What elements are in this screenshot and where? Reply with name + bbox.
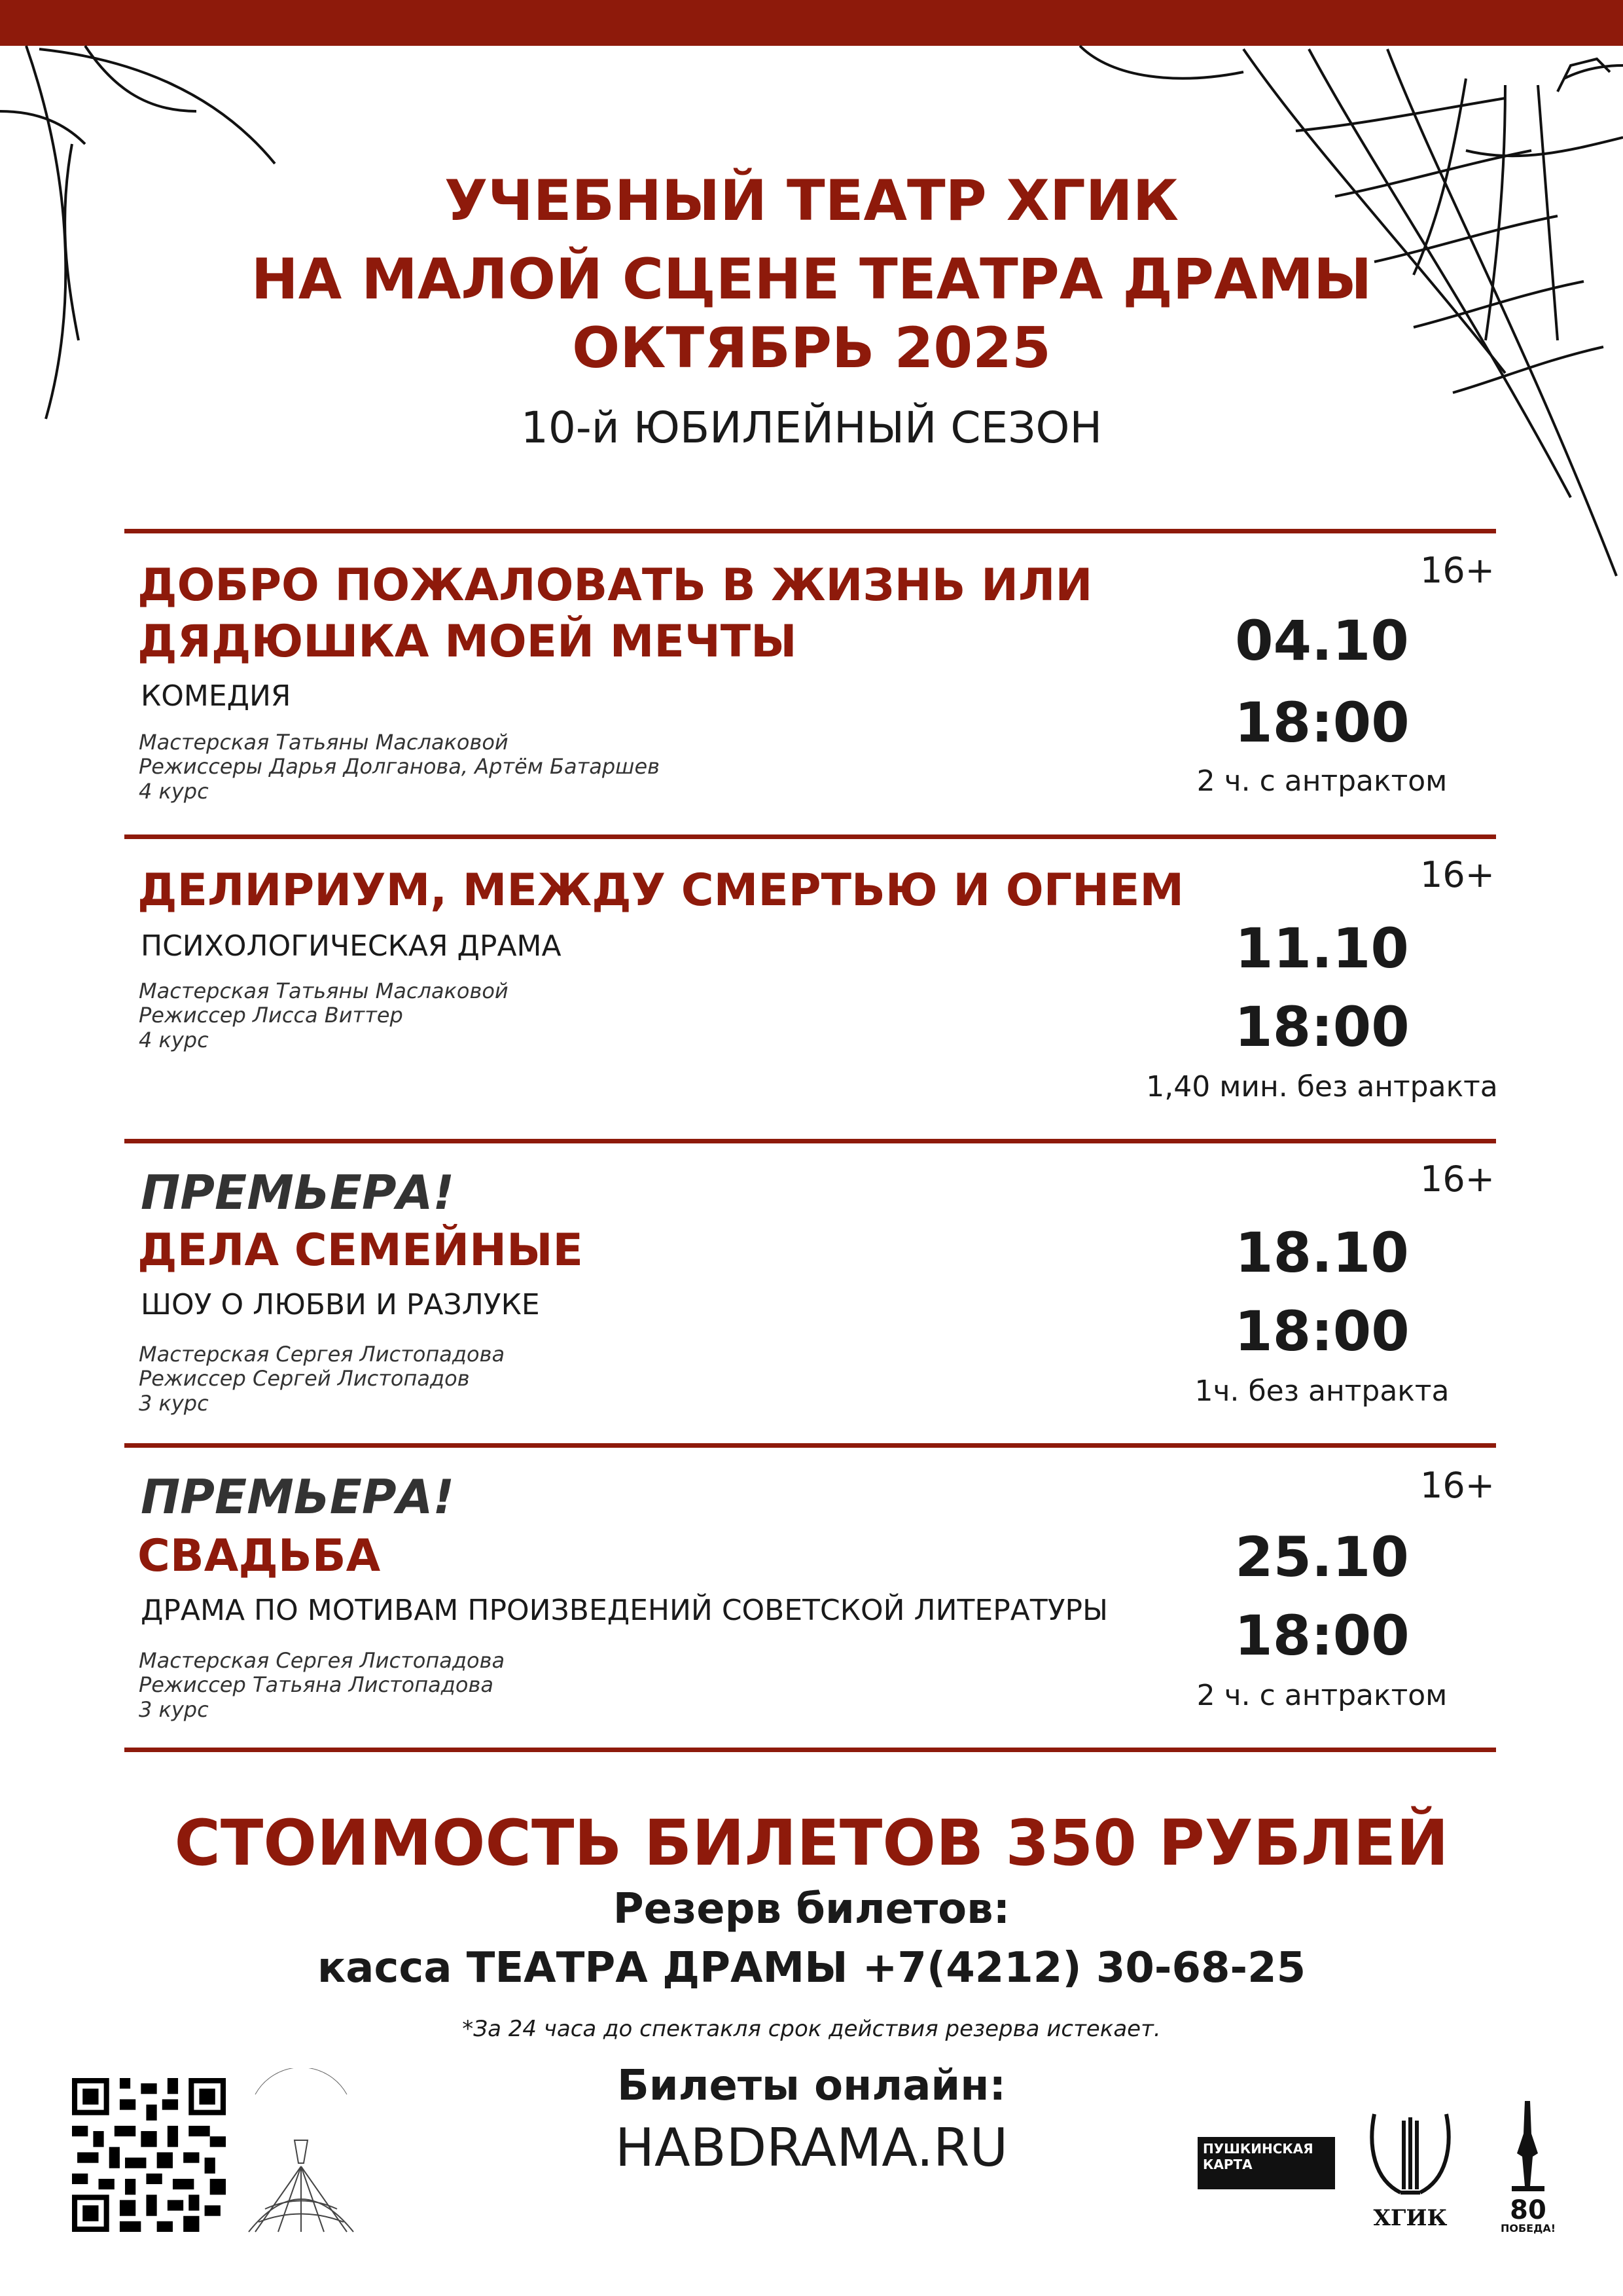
age-rating-1: 16+ bbox=[1420, 550, 1495, 591]
show-workshop-2: Мастерская Татьяны Маслаковой bbox=[139, 978, 508, 1003]
age-rating-4: 16+ bbox=[1420, 1465, 1495, 1506]
show-time-1: 18:00 bbox=[1234, 691, 1410, 755]
season-subtitle: 10-й ЮБИЛЕЙНЫЙ СЕЗОН bbox=[520, 403, 1103, 453]
ticket-price: СТОИМОСТЬ БИЛЕТОВ 350 РУБЛЕЙ bbox=[174, 1806, 1449, 1880]
show-duration-2: 1,40 мин. без антракта bbox=[1146, 1070, 1498, 1103]
reserve-note: *За 24 часа до спектакля срок действия резерва истекает. bbox=[462, 2016, 1161, 2042]
show-directors-1: Режиссеры Дарья Долганова, Артём Батаршев bbox=[139, 754, 660, 779]
pushkin-card-logo: ПУШКИНСКАЯ КАРТА bbox=[1198, 2137, 1335, 2189]
hgik-lyre-logo-icon bbox=[1361, 2094, 1459, 2232]
show-course-2: 4 курс bbox=[139, 1028, 209, 1052]
show-course-1: 4 курс bbox=[139, 779, 209, 804]
show-genre-2: ПСИХОЛОГИЧЕСКАЯ ДРАМА bbox=[141, 929, 562, 963]
victory-80-logo-icon bbox=[1492, 2094, 1564, 2235]
show-date-2: 11.10 bbox=[1235, 916, 1409, 980]
show-course-4: 3 курс bbox=[139, 1697, 209, 1722]
theatre-web-icon bbox=[236, 2068, 366, 2245]
svg-text:80: 80 bbox=[1510, 2195, 1546, 2225]
show-genre-4: ДРАМА ПО МОТИВАМ ПРОИЗВЕДЕНИЙ СОВЕТСКОЙ ЛИТЕРАТУРЫ bbox=[141, 1594, 1108, 1627]
divider-2 bbox=[124, 834, 1496, 839]
show-workshop-3: Мастерская Сергея Листопадова bbox=[139, 1342, 505, 1367]
reserve-phone: касса ТЕАТРА ДРАМЫ +7(4212) 30-68-25 bbox=[317, 1944, 1306, 1992]
age-rating-2: 16+ bbox=[1420, 854, 1495, 895]
show-directors-2: Режиссер Лисса Виттер bbox=[139, 1003, 403, 1028]
divider-1 bbox=[124, 529, 1496, 533]
show-title-1a: ДОБРО ПОЖАЛОВАТЬ В ЖИЗНЬ ИЛИ bbox=[137, 560, 1093, 611]
show-course-3: 3 курс bbox=[139, 1391, 209, 1416]
show-time-4: 18:00 bbox=[1234, 1604, 1410, 1668]
header-line-2: НА МАЛОЙ СЦЕНЕ ТЕАТРА ДРАМЫ bbox=[251, 247, 1372, 312]
show-date-3: 18.10 bbox=[1235, 1221, 1409, 1285]
show-date-1: 04.10 bbox=[1235, 609, 1409, 673]
svg-text:ХГИК: ХГИК bbox=[1373, 2205, 1448, 2231]
show-duration-1: 2 ч. с антрактом bbox=[1196, 764, 1448, 798]
premiere-label-3: ПРЕМЬЕРА! bbox=[141, 1165, 455, 1220]
divider-5 bbox=[124, 1748, 1496, 1752]
show-workshop-4: Мастерская Сергея Листопадова bbox=[139, 1648, 505, 1673]
show-duration-4: 2 ч. с антрактом bbox=[1196, 1679, 1448, 1712]
show-genre-3: ШОУ О ЛЮБВИ И РАЗЛУКЕ bbox=[141, 1288, 540, 1321]
online-site-link[interactable]: HABDRAMA.RU bbox=[615, 2117, 1008, 2178]
show-date-4: 25.10 bbox=[1235, 1525, 1409, 1589]
show-title-3: ДЕЛА СЕМЕЙНЫЕ bbox=[137, 1225, 583, 1276]
show-title-4: СВАДЬБА bbox=[137, 1530, 381, 1582]
show-workshop-1: Мастерская Татьяны Маслаковой bbox=[139, 730, 508, 755]
reserve-title: Резерв билетов: bbox=[613, 1885, 1010, 1933]
show-time-3: 18:00 bbox=[1234, 1299, 1410, 1363]
qr-code-icon[interactable] bbox=[72, 2078, 226, 2232]
premiere-label-4: ПРЕМЬЕРА! bbox=[141, 1469, 455, 1524]
show-title-2: ДЕЛИРИУМ, МЕЖДУ СМЕРТЬЮ И ОГНЕМ bbox=[137, 865, 1185, 916]
svg-text:ПОБЕДА!: ПОБЕДА! bbox=[1500, 2222, 1556, 2234]
show-genre-1: КОМЕДИЯ bbox=[141, 679, 291, 713]
online-title: Билеты онлайн: bbox=[616, 2062, 1007, 2110]
show-time-2: 18:00 bbox=[1234, 995, 1410, 1059]
theatre-logo bbox=[236, 2068, 366, 2245]
header-line-1: УЧЕБНЫЙ ТЕАТР ХГИК bbox=[444, 168, 1179, 234]
show-directors-3: Режиссер Сергей Листопадов bbox=[139, 1366, 470, 1391]
show-title-1b: ДЯДЮШКА МОЕЙ МЕЧТЫ bbox=[137, 616, 797, 668]
age-rating-3: 16+ bbox=[1420, 1158, 1495, 1200]
show-directors-4: Режиссер Татьяна Листопадова bbox=[139, 1672, 493, 1697]
show-duration-3: 1ч. без антракта bbox=[1194, 1374, 1450, 1408]
header-line-3: ОКТЯБРЬ 2025 bbox=[572, 315, 1051, 381]
divider-4 bbox=[124, 1443, 1496, 1448]
divider-3 bbox=[124, 1139, 1496, 1143]
